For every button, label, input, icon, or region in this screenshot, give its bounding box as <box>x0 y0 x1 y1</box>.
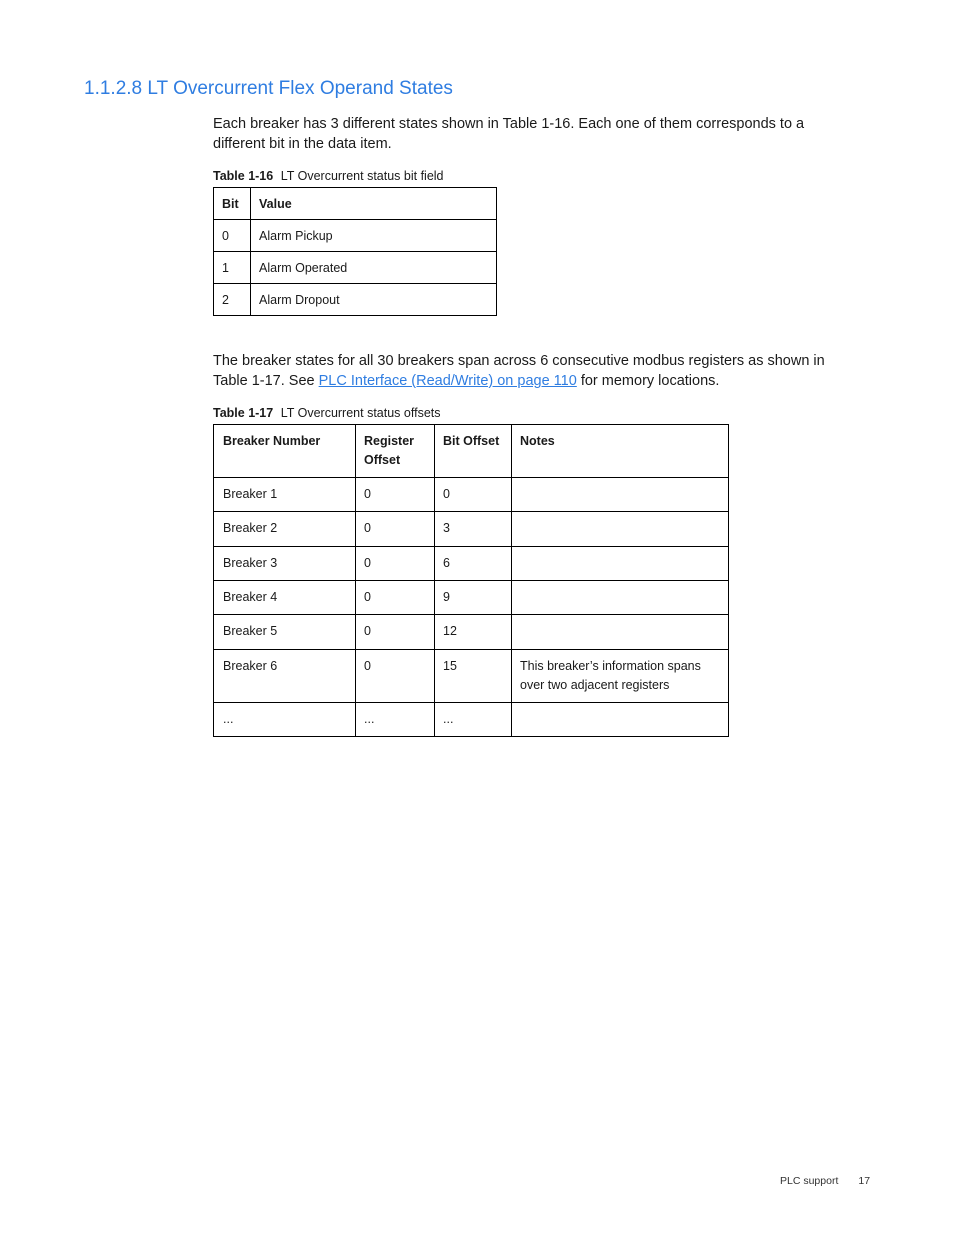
table-row <box>214 703 729 737</box>
register-offset-cell: ... <box>356 703 435 737</box>
table-row <box>214 581 729 615</box>
caption-text: LT Overcurrent status bit field <box>280 169 444 183</box>
breaker-cell: Breaker 5 <box>214 615 356 650</box>
caption-number: Table 1-17 <box>213 406 274 420</box>
value-cell: Alarm Dropout <box>251 284 497 316</box>
table-row <box>214 650 729 703</box>
notes-cell <box>512 703 729 737</box>
breaker-cell: Breaker 2 <box>214 512 356 547</box>
table-row <box>214 512 729 547</box>
table-row <box>214 478 729 512</box>
paragraph-text: The breaker states for all 30 breakers span across 6 consecutive modbus registers as shown in Table 1-17. See <box>213 353 825 389</box>
paragraph-text-end: for memory locations. <box>576 373 720 389</box>
bit-cell: 1 <box>214 252 251 284</box>
register-offset-cell: 0 <box>356 615 435 650</box>
status-offsets-table <box>213 424 729 737</box>
header-bit-offset: Bit Offset <box>435 425 512 478</box>
table-row <box>214 220 497 252</box>
register-offset-cell: 0 <box>356 512 435 547</box>
header-breaker-number: Breaker Number <box>214 425 356 478</box>
bit-offset-cell: 3 <box>435 512 512 547</box>
register-offset-cell: 0 <box>356 650 435 703</box>
register-offset-cell: 0 <box>356 478 435 512</box>
notes-cell <box>512 512 729 547</box>
bit-offset-cell: 15 <box>435 650 512 703</box>
notes-cell: This breaker’s information spans over two adjacent registers <box>512 650 729 703</box>
section-heading: 1.1.2.8 LT Overcurrent Flex Operand States <box>84 78 453 99</box>
value-cell: Alarm Operated <box>251 252 497 284</box>
notes-cell <box>512 547 729 581</box>
breaker-cell: Breaker 6 <box>214 650 356 703</box>
breaker-cell: ... <box>214 703 356 737</box>
intro-paragraph: Each breaker has 3 different states shown in Table 1-16. Each one of them corresponds to a different bit in the data item. <box>213 116 805 152</box>
table-1-17-caption <box>213 406 441 420</box>
page-number: 17 <box>858 1175 871 1187</box>
table-row <box>214 284 497 316</box>
notes-cell <box>512 615 729 650</box>
plc-interface-link[interactable]: PLC Interface (Read/Write) on page 110 <box>318 373 577 389</box>
bit-cell: 0 <box>214 220 251 252</box>
register-offset-cell: 0 <box>356 547 435 581</box>
table-row <box>214 615 729 650</box>
register-offset-cell: 0 <box>356 581 435 615</box>
bit-cell: 2 <box>214 284 251 316</box>
bit-offset-cell: ... <box>435 703 512 737</box>
table-row <box>214 252 497 284</box>
table-1-16-caption <box>213 169 444 183</box>
value-cell: Alarm Pickup <box>251 220 497 252</box>
footer-section-title: PLC support <box>780 1175 839 1187</box>
offsets-paragraph <box>213 351 838 391</box>
header-bit: Bit <box>214 188 251 220</box>
caption-number: Table 1-16 <box>213 169 274 183</box>
table-header-row <box>214 425 729 478</box>
table-header-row <box>214 188 497 220</box>
bit-offset-cell: 6 <box>435 547 512 581</box>
header-notes: Notes <box>512 425 729 478</box>
page-footer <box>780 1175 870 1187</box>
breaker-cell: Breaker 1 <box>214 478 356 512</box>
table-row <box>214 547 729 581</box>
notes-cell <box>512 581 729 615</box>
caption-text: LT Overcurrent status offsets <box>280 406 441 420</box>
bit-field-table <box>213 187 497 316</box>
bit-offset-cell: 9 <box>435 581 512 615</box>
header-register-offset: Register Offset <box>356 425 435 478</box>
breaker-cell: Breaker 4 <box>214 581 356 615</box>
breaker-cell: Breaker 3 <box>214 547 356 581</box>
header-value: Value <box>251 188 497 220</box>
bit-offset-cell: 12 <box>435 615 512 650</box>
bit-offset-cell: 0 <box>435 478 512 512</box>
notes-cell <box>512 478 729 512</box>
